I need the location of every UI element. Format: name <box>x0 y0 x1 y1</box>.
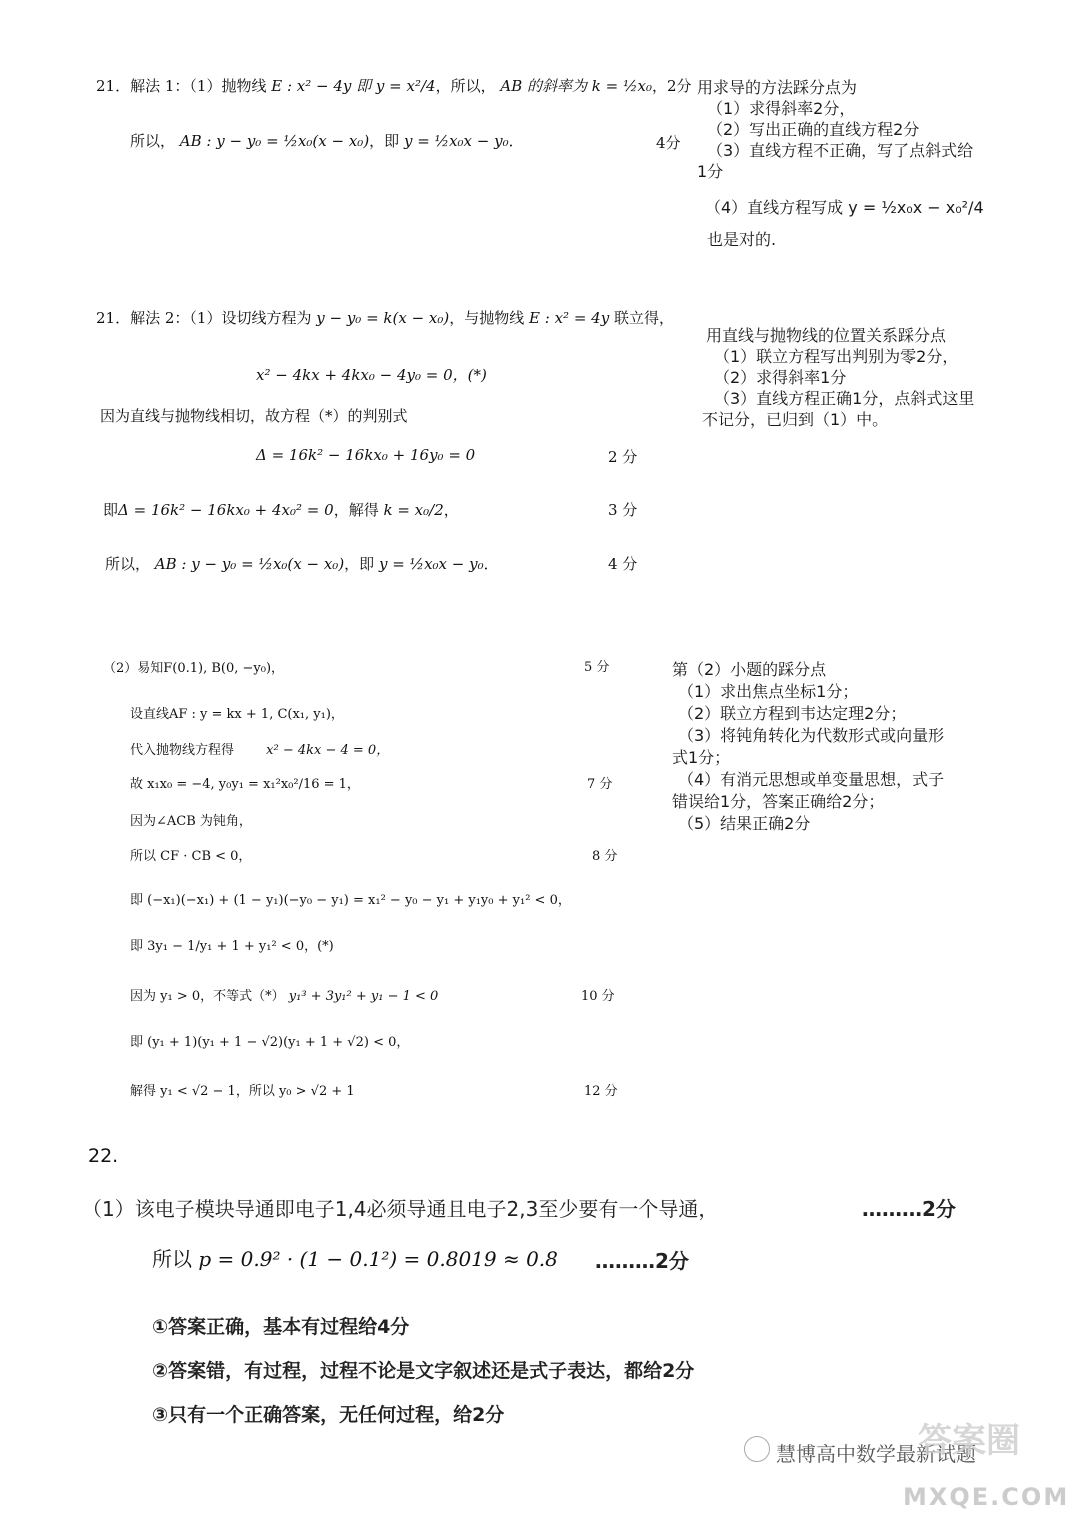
text: 代入抛物线方程得 <box>130 743 235 758</box>
text: ，即 <box>369 132 400 150</box>
watermark-logo: 答案圈 <box>918 1421 1020 1461</box>
text: 21．解法 2：（1）设切线方程为 <box>96 309 312 327</box>
q22-l2 <box>152 1243 558 1272</box>
text: ，所以， <box>435 77 496 95</box>
note-line: 不记分，已归到（1）中。 <box>702 410 889 429</box>
formula: AB 的斜率为 k = ½x₀ <box>500 77 652 95</box>
q22-l1-points: ………2分 <box>862 1197 956 1221</box>
q21-p2-l1-points: 5 分 <box>584 660 610 675</box>
text: ． <box>508 132 524 150</box>
formula: p = 0.9² · (1 − 0.1²) = 0.8019 ≈ 0.8 <box>198 1247 558 1271</box>
q21-m1-line2-points: 4分 <box>656 134 681 152</box>
q21-p2-l7: 即 (−x₁)(−x₁) + (1 − y₁)(−y₀ − y₁) = x₁² − y₀ − y₁ + y₁y₀ + y₁² < 0， <box>130 893 571 908</box>
note-line: （1）求得斜率2分， <box>707 99 856 118</box>
q22-l2-points: ………2分 <box>595 1249 689 1273</box>
q21-m1-line2 <box>130 130 524 151</box>
q21-p2-l5: 因为∠ACB 为钝角， <box>130 814 252 829</box>
q21-p2-l8: 即 3y₁ − 1/y₁ + 1 + y₁² < 0，(*) <box>130 939 334 954</box>
formula: E : x² − 4y 即 y = x²/4 <box>271 77 436 95</box>
q21-m2-line6-points: 4 分 <box>608 555 638 573</box>
note-line: （5）结果正确2分 <box>678 814 811 833</box>
text: 所以 <box>152 1247 192 1271</box>
q21-p2-l10: 即 (y₁ + 1)(y₁ + 1 − √2)(y₁ + 1 + √2) < 0， <box>130 1035 410 1050</box>
q21-p2-l11-points: 12 分 <box>584 1084 618 1099</box>
note-line: （2）求得斜率1分 <box>714 368 847 387</box>
q21-p2-l9-points: 10 分 <box>581 989 615 1004</box>
note-line: 第（2）小题的踩分点 <box>672 660 827 679</box>
q22-number: 22. <box>88 1145 119 1167</box>
note-line: （3）将钝角转化为代数形式或向量形 <box>678 726 945 745</box>
q21-p2-l2: 设直线AF : y = kx + 1, C(x₁, y₁)， <box>130 707 344 722</box>
q21-p2-l4: 故 x₁x₀ = −4, y₀y₁ = x₁²x₀²/16 = 1， <box>130 777 360 792</box>
note-line: （3）直线方程不正确，写了点斜式给 <box>707 141 974 160</box>
formula: y₁³ + 3y₁² + y₁ − 1 < 0 <box>288 989 439 1004</box>
q21-m2-line3: 因为直线与抛物线相切，故方程（*）的判别式 <box>100 407 408 425</box>
text: ，与抛物线 <box>449 309 525 327</box>
q21-p2-l11: 解得 y₁ < √2 − 1，所以 y₀ > √2 + 1 <box>130 1084 355 1099</box>
text: 联立得， <box>609 309 674 327</box>
q21-p2-l6: 所以 CF · CB < 0， <box>130 849 252 864</box>
text: ，即 <box>344 555 375 573</box>
note-line: 用直线与抛物线的位置关系踩分点 <box>706 326 947 345</box>
note-line: （2）写出正确的直线方程2分 <box>707 120 920 139</box>
q21-m2-line6 <box>105 553 499 574</box>
points: ，2分 <box>651 77 692 95</box>
q22-rule-1: ①答案正确，基本有过程给4分 <box>152 1316 410 1338</box>
note-line: （3）直线方程正确1分，点斜式这里 <box>714 389 975 408</box>
formula: x² − 4kx − 4 = 0， <box>266 743 390 758</box>
note-line: 也是对的. <box>707 230 777 249</box>
q21-p2-l4-points: 7 分 <box>587 777 613 792</box>
wechat-logo-icon <box>744 1436 770 1462</box>
q22-rule-3: ③只有一个正确答案，无任何过程，给2分 <box>152 1404 505 1426</box>
text: ， <box>443 501 459 519</box>
note-line: 式1分； <box>672 748 731 767</box>
q22-rule-2: ②答案错，有过程，过程不论是文字叙述还是式子表达，都给2分 <box>152 1360 695 1382</box>
formula: AB : y − y₀ = ½x₀(x − x₀) <box>179 132 370 150</box>
text: 因为 y₁ > 0，不等式（*） <box>130 989 285 1004</box>
q21-p2-l9 <box>130 985 438 1004</box>
q21-m2-line5-points: 3 分 <box>608 501 638 519</box>
q21-m1-line1 <box>96 75 692 96</box>
q21-m2-delta1: Δ = 16k² − 16kx₀ + 16y₀ = 0 <box>256 446 476 464</box>
q21-m2-line1 <box>96 307 674 328</box>
text: 即 <box>103 501 119 519</box>
q21-m2-equation-star: x² − 4kx + 4kx₀ − 4y₀ = 0，(*) <box>256 366 487 384</box>
note-line: （4）有消元思想或单变量思想，式子 <box>678 770 945 789</box>
formula: k = x₀/2 <box>383 501 444 519</box>
note-line: （1）求出焦点坐标1分； <box>678 682 859 701</box>
q21-m2-line5 <box>103 499 459 520</box>
note-line: 用求导的方法踩分点为 <box>697 78 858 97</box>
formula: y = ½x₀x − y₀ <box>378 555 484 573</box>
note-line: 1分 <box>697 162 724 181</box>
q21-p2-l1: （2）易知F(0.1), B(0, −y₀)， <box>103 661 285 676</box>
text: ，解得 <box>333 501 379 519</box>
q21-m2-delta1-points: 2 分 <box>608 448 638 466</box>
formula: AB : y − y₀ = ½x₀(x − x₀) <box>154 555 345 573</box>
q21-p2-l3 <box>130 739 389 758</box>
note-line: （1）联立方程写出判别为零2分， <box>714 347 959 366</box>
note-line: 错误给1分，答案正确给2分； <box>672 792 885 811</box>
text: 所以， <box>130 132 176 150</box>
watermark-site: MXQE.COM <box>903 1483 1070 1511</box>
text: 所以， <box>105 555 151 573</box>
note-line: （2）联立方程到韦达定理2分； <box>678 704 907 723</box>
text: ． <box>483 555 499 573</box>
formula: Δ = 16k² − 16kx₀ + 4x₀² = 0 <box>118 501 334 519</box>
watermark-text: 慧博高中数学最新试题 <box>776 1442 976 1466</box>
formula: y = ½x₀x − y₀ <box>403 132 509 150</box>
formula: E : x² = 4y <box>529 309 610 327</box>
q21-p2-l6-points: 8 分 <box>592 849 618 864</box>
q22-l1: （1）该电子模块导通即电子1,4必须导通且电子2,3至少要有一个导通， <box>82 1197 719 1221</box>
note-line: （4）直线方程写成 y = ½x₀x − x₀²/4 <box>705 198 984 217</box>
text: 21．解法 1：（1）抛物线 <box>96 77 267 95</box>
formula: y − y₀ = k(x − x₀) <box>316 309 450 327</box>
